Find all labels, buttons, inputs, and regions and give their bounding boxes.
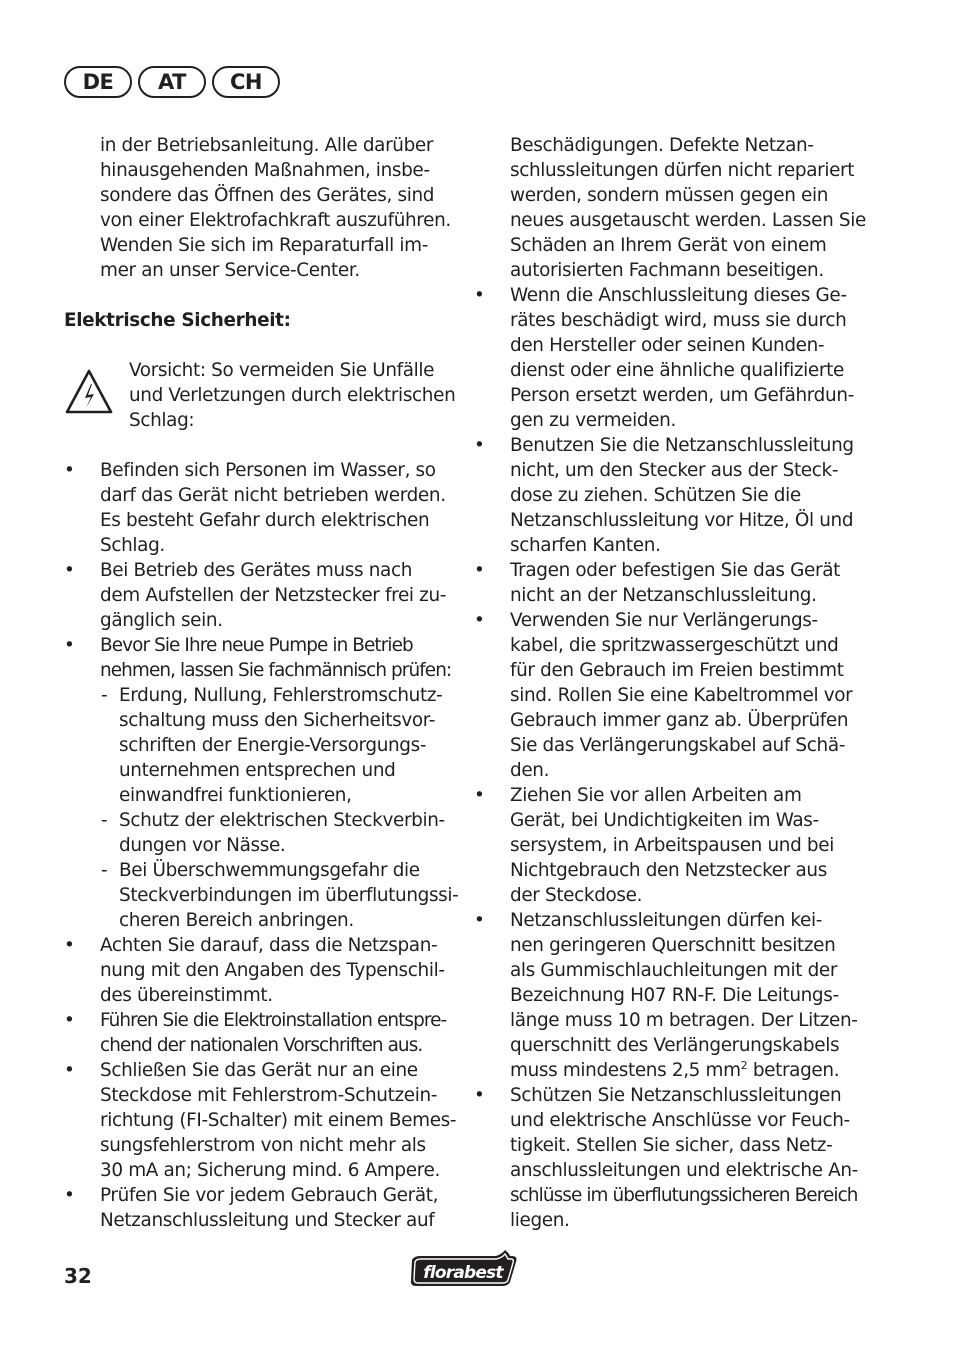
intro-paragraph: [474, 133, 869, 283]
text-line: • Achten Sie darauf, dass die Netzspan-: [100, 935, 438, 956]
warning-block: [64, 358, 459, 433]
text-line: • Netzanschlussleitungen dürfen kei-: [510, 910, 823, 931]
section-heading: Elektrische Sicherheit:: [64, 310, 291, 331]
text-segment: muss mindestens 2,5 mm: [510, 1060, 741, 1081]
list-item: [474, 433, 869, 558]
text-line: dem Aufstellen der Netzstecker frei zu-: [100, 585, 447, 606]
text-line: sungsfehlerstrom von nicht mehr als: [100, 1135, 426, 1156]
list-item: [64, 1008, 459, 1058]
text-line: schaltung muss den Sicherheitsvor-: [119, 710, 436, 731]
text-line: schlussleitungen dürfen nicht repariert: [510, 160, 855, 181]
text-line: • Bevor Sie Ihre neue Pumpe in Betrieb: [100, 635, 413, 656]
text-line: - Bei Überschwemmungsgefahr die: [119, 860, 420, 881]
text-line: • Führen Sie die Elektroinstallation entspre-: [100, 1010, 447, 1031]
text-line: darf das Gerät nicht betrieben werden.: [100, 485, 446, 506]
text-line: [510, 1058, 869, 1083]
text-line: anschlussleitungen und elektrische An-: [510, 1160, 858, 1181]
text-line: • Verwenden Sie nur Verlängerungs-: [510, 610, 818, 631]
list-item: [474, 283, 869, 433]
right-column: [474, 133, 869, 1233]
text-line: Beschädigungen. Defekte Netzan-: [510, 135, 814, 156]
dash-sublist: [100, 683, 459, 933]
text-line: Schlag.: [100, 535, 165, 556]
text-line: Es besteht Gefahr durch elektrischen: [100, 510, 430, 531]
list-item: [64, 458, 459, 558]
list-item: [474, 608, 869, 783]
text-line: - Schutz der elektrischen Steckverbin-: [119, 810, 445, 831]
badge-ch: CH: [212, 66, 280, 98]
text-line: Steckverbindungen im überflutungssi-: [119, 885, 459, 906]
text-line: • Tragen oder befestigen Sie das Gerät: [510, 560, 840, 581]
text-line: • Schützen Sie Netzanschlussleitungen: [510, 1085, 842, 1106]
warning-text: [129, 358, 459, 433]
text-line: und Verletzungen durch elektrischen: [129, 385, 456, 406]
text-line: - Erdung, Nullung, Fehlerstromschutz-: [119, 685, 443, 706]
text-line: Vorsicht: So vermeiden Sie Unfälle: [129, 360, 435, 381]
page-number: 32: [64, 1264, 92, 1288]
text-line: nen geringeren Querschnitt besitzen: [510, 935, 836, 956]
text-line: kabel, die spritzwassergeschützt und: [510, 635, 839, 656]
text-line: den.: [510, 760, 550, 781]
text-line: Netzanschlussleitung vor Hitze, Öl und: [510, 510, 854, 531]
text-line: sersystem, in Arbeitspausen und bei: [510, 835, 834, 856]
text-line: dose zu ziehen. Schützen Sie die: [510, 485, 801, 506]
list-item: [64, 1058, 459, 1183]
text-line: und elektrische Anschlüsse vor Feuch-: [510, 1110, 850, 1131]
text-line: den Hersteller oder seinen Kunden-: [510, 335, 825, 356]
badge-de: DE: [64, 66, 132, 98]
text-line: dienst oder eine ähnliche qualifizierte: [510, 360, 844, 381]
text-line: dungen vor Nässe.: [119, 835, 286, 856]
text-line: unternehmen entsprechen und: [119, 760, 396, 781]
text-line: nicht an der Netzanschlussleitung.: [510, 585, 817, 606]
logo-text: florabest: [423, 1263, 503, 1283]
text-line: von einer Elektrofachkraft auszuführen.: [100, 210, 451, 231]
text-line: hinausgehenden Maßnahmen, insbe-: [100, 160, 430, 181]
text-line: autorisierten Fachmann beseitigen.: [510, 260, 824, 281]
superscript: 2: [740, 1058, 748, 1072]
text-line: • Ziehen Sie vor allen Arbeiten am: [510, 785, 802, 806]
intro-paragraph: [64, 133, 459, 283]
safety-bullet-list: [64, 458, 459, 1233]
text-line: sondere das Öffnen des Gerätes, sind: [100, 185, 435, 206]
text-line: in der Betriebsanleitung. Alle darüber: [100, 135, 434, 156]
florabest-logo: [406, 1248, 520, 1290]
safety-bullet-list: [474, 283, 869, 1233]
text-line: • Befinden sich Personen im Wasser, so: [100, 460, 436, 481]
text-line: Wenden Sie sich im Reparaturfall im-: [100, 235, 429, 256]
text-line: einwandfrei funktionieren,: [119, 785, 352, 806]
badge-at: AT: [138, 66, 206, 98]
text-line: gen zu vermeiden.: [510, 410, 676, 431]
text-line: schriften der Energie-Versorgungs-: [119, 735, 427, 756]
text-line: sind. Rollen Sie eine Kabeltrommel vor: [510, 685, 853, 706]
text-line: rätes beschädigt wird, muss sie durch: [510, 310, 847, 331]
country-badges: [64, 66, 280, 98]
text-line: richtung (FI-Schalter) mit einem Bemes-: [100, 1110, 457, 1131]
text-line: nicht, um den Stecker aus der Steck-: [510, 460, 839, 481]
text-line: als Gummischlauchleitungen mit der: [510, 960, 838, 981]
sub-list-item: [100, 808, 459, 858]
text-line: neues ausgetauscht werden. Lassen Sie: [510, 210, 866, 231]
text-line: • Prüfen Sie vor jedem Gebrauch Gerät,: [100, 1185, 439, 1206]
list-item: [64, 1183, 459, 1233]
text-line: Bezeichnung H07 RN-F. Die Leitungs-: [510, 985, 839, 1006]
list-item: [474, 1083, 869, 1233]
text-line: schlüsse im überflutungssicheren Bereich: [510, 1185, 858, 1206]
text-line: Steckdose mit Fehlerstrom-Schutzein-: [100, 1085, 438, 1106]
left-column: [64, 133, 459, 1233]
list-item: [474, 783, 869, 908]
list-item: [474, 908, 869, 1083]
text-line: Gerät, bei Undichtigkeiten im Was-: [510, 810, 819, 831]
text-line: länge muss 10 m betragen. Der Litzen-: [510, 1010, 858, 1031]
text-line: • Schließen Sie das Gerät nur an eine: [100, 1060, 418, 1081]
text-line: Schäden an Ihrem Gerät von einem: [510, 235, 827, 256]
text-line: der Steckdose.: [510, 885, 643, 906]
text-line: des übereinstimmt.: [100, 985, 273, 1006]
text-line: nung mit den Angaben des Typenschil-: [100, 960, 445, 981]
text-segment: betragen.: [747, 1060, 840, 1081]
sub-list-item: [100, 858, 459, 933]
text-line: Netzanschlussleitung und Stecker auf: [100, 1210, 435, 1231]
text-line: scharfen Kanten.: [510, 535, 661, 556]
text-line: für den Gebrauch im Freien bestimmt: [510, 660, 844, 681]
text-line: mer an unser Service-Center.: [100, 260, 360, 281]
text-line: tigkeit. Stellen Sie sicher, dass Netz-: [510, 1135, 833, 1156]
text-line: Sie das Verlängerungskabel auf Schä-: [510, 735, 846, 756]
text-line: Person ersetzt werden, um Gefährdun-: [510, 385, 854, 406]
text-line: Schlag:: [129, 410, 195, 431]
text-line: • Bei Betrieb des Gerätes muss nach: [100, 560, 413, 581]
text-line: nehmen, lassen Sie fachmännisch prüfen:: [100, 660, 452, 681]
list-item: [64, 933, 459, 1008]
text-line: gänglich sein.: [100, 610, 223, 631]
list-item: [64, 633, 459, 933]
text-line: chend der nationalen Vorschriften aus.: [100, 1035, 423, 1056]
text-line: Gebrauch immer ganz ab. Überprüfen: [510, 710, 849, 731]
text-line: querschnitt des Verlängerungskabels: [510, 1035, 840, 1056]
list-item: [474, 558, 869, 608]
electric-shock-warning-icon: [64, 368, 114, 418]
sub-list-item: [100, 683, 459, 808]
text-line: cheren Bereich anbringen.: [119, 910, 354, 931]
text-line: 30 mA an; Sicherung mind. 6 Ampere.: [100, 1160, 440, 1181]
text-line: liegen.: [510, 1210, 570, 1231]
text-line: • Wenn die Anschlussleitung dieses Ge-: [510, 285, 847, 306]
text-line: • Benutzen Sie die Netzanschlussleitung: [510, 435, 854, 456]
list-item: [64, 558, 459, 633]
text-line: werden, sondern müssen gegen ein: [510, 185, 829, 206]
text-line: Nichtgebrauch den Netzstecker aus: [510, 860, 827, 881]
